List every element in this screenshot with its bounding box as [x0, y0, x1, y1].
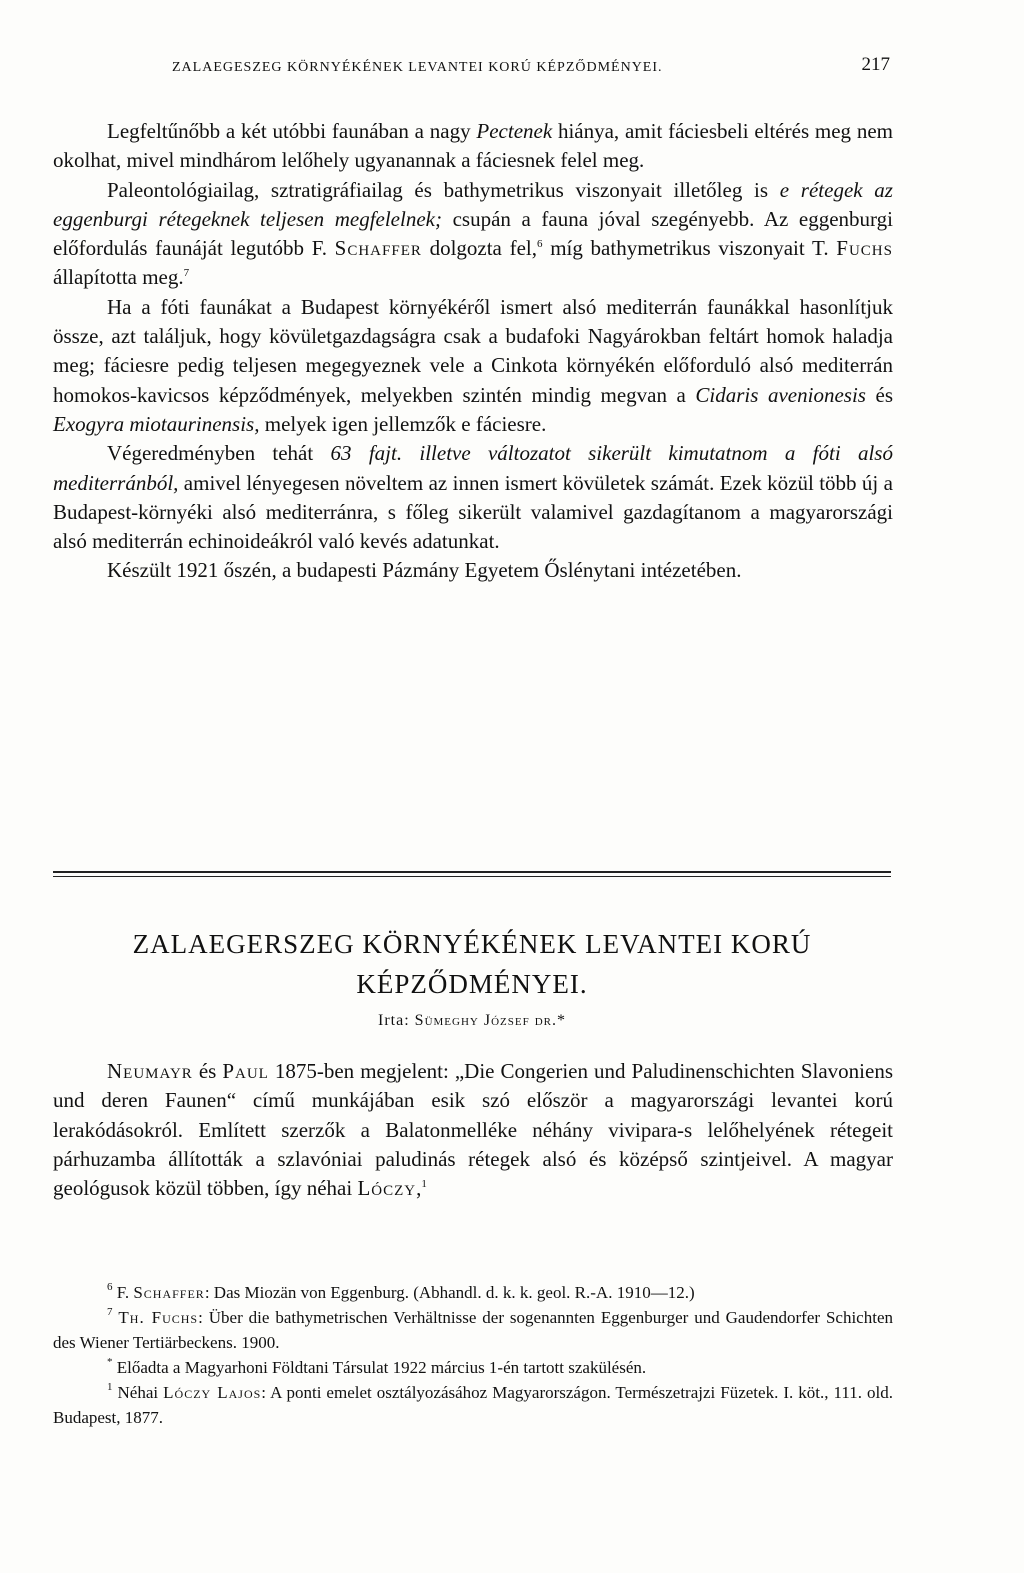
section-divider-thin	[53, 876, 891, 877]
paragraph-5: Készült 1921 őszén, a budapesti Pázmány Egyetem Őslénytani intézetében.	[107, 558, 742, 583]
paragraph-3: Ha a fóti faunákat a Budapest környékéről ismert alsó mediterrán faunákkal hasonlítjuk össze, azt találjuk, hogy kövületgazdagságra csak a budafoki Nagyárokban feltárt homok haladja meg; fáciesre pedig teljesen megegyeznek vele a Cinkota környékén előforduló alsó mediterrán homokos-kavicsos képződmények, melyekben szintén mindig megvan a Cidaris avenionesis és Exogyra miotaurinensis, melyek igen jellemzők e fáciesre.	[53, 294, 894, 436]
author-name: Sümeghy József dr.	[414, 1012, 557, 1029]
footnote-ref-7: 7	[183, 267, 190, 280]
article-byline: Irta: Sümeghy József dr.*	[378, 1012, 566, 1029]
article-title	[53, 924, 891, 1004]
paragraph-6: Neumayr és Paul 1875-ben megjelent: „Die Congerien und Paludinenschichten Slavoniens und deren Faunen“ című munkájában esik szó először a magyarországi levantei korú lerakódásokról. Említett szerzők a Balatonmelléke néhány vivipara-s lelőhelyének rétegeit párhuzamba állították a szlavóniai paludinás rétegek alsó és középső szintjeivel. A magyar geológusok közül többen, így néhai Lóczy,$^1$	[53, 1059, 893, 1201]
page-number: 217	[861, 54, 890, 75]
body-section-top	[53, 117, 893, 586]
footnote-6: $^6$ F. Schaffer: Das Miozän von Eggenburg. (Abhandl. d. k. k. geol. R.-A. 1910—12.)	[107, 1281, 695, 1302]
footnote-7: $^7$ Th. Fuchs: Über die bathymetrischen Verhältnisse der sogenannten Eggenburger und Gaudendorfer Schichten des Wiener Tertiärbeckens. 1900.	[53, 1306, 893, 1352]
article-title-line-1: ZALAEGERSZEG KÖRNYÉKÉNEK LEVANTEI KORÚ	[132, 929, 812, 959]
footnotes	[53, 1280, 893, 1430]
body-section-article	[53, 1057, 893, 1203]
article-title-line-2: KÉPZŐDMÉNYEI.	[356, 969, 588, 999]
paragraph-4: Végeredményben tehát 63 fajt. illetve változatot sikerült kimutatnom a fóti alsó mediterránból, amivel lényegesen növeltem az innen ismert kövületek számát. Ezek közül több új a Budapest-környéki alsó mediterránra, s főleg sikerült valamivel gazdagítanom a magyarországi alsó mediterrán echinoideákról való kevés adatunkat.	[53, 441, 893, 554]
section-divider-thick	[53, 871, 891, 873]
running-title: ZALAEGESZEG KÖRNYÉKÉNEK LEVANTEI KORÚ KÉPZŐDMÉNYEI.	[172, 60, 663, 75]
paragraph-1: Legfeltűnőbb a két utóbbi faunában a nagy Pectenek hiánya, amit fáciesbeli eltérés meg nem okolhat, mivel mindhárom lelőhely ugyanannak a fáciesnek felel meg.	[53, 119, 893, 173]
footnote-ref-1: 1	[421, 1178, 427, 1191]
footnote-star: * Előadta a Magyarhoni Földtani Társulat 1922 március 1-én tartott szakülésén.	[107, 1356, 647, 1377]
footnote-1: $^1$ Néhai Lóczy Lajos: A ponti emelet osztályozásához Magyarországon. Természetrajzi Füzetek. I. köt., 111. old. Budapest, 1877.	[53, 1381, 894, 1427]
running-header	[172, 52, 890, 82]
paragraph-2: Paleontológiailag, sztratigráfiailag és bathymetrikus viszonyait illetőleg is e rétegek az eggenburgi rétegeknek teljesen megfelelnek; csupán a fauna jóval szegényebb. Az eggenburgi előfordulás faunáját legutóbb F. Schaffer dolgozta fel,$^6$ míg bathymetrikus viszonyait T. Fuchs állapította meg.$^7$	[53, 177, 893, 290]
footnote-ref-6: 6	[536, 238, 543, 251]
